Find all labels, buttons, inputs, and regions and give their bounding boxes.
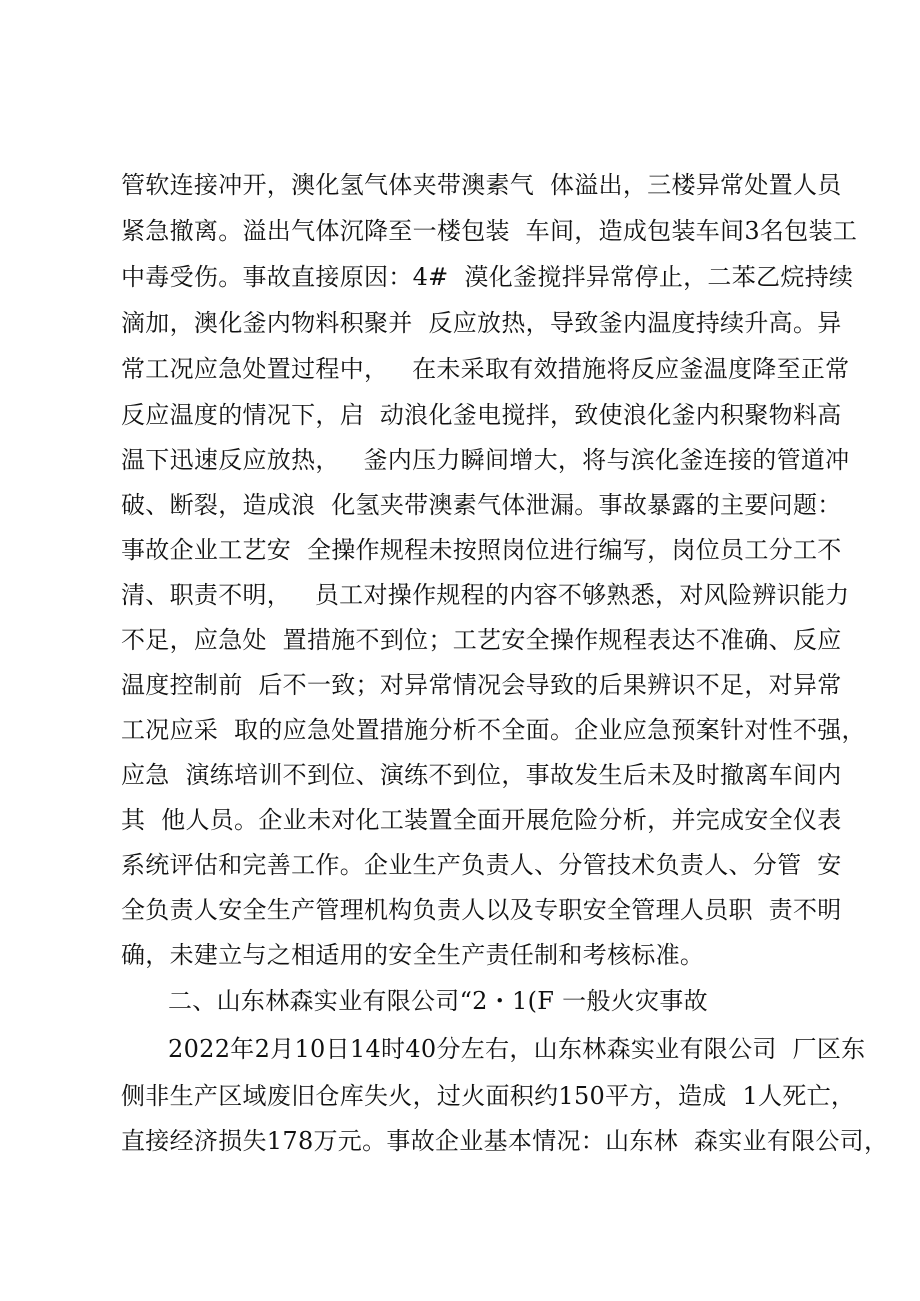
text-line: 中毒受伤。事故直接原因：4# 漠化釜搅拌异常停止，二苯乙烷持续 — [121, 263, 854, 291]
text-line: 直接经济损失178万元。事故企业基本情况：山东林 森实业有限公司， — [121, 1127, 889, 1155]
text-line: 事故企业工艺安 全操作规程未按照岗位进行编写，岗位员工分工不 — [121, 536, 842, 564]
text-line: 系统评估和完善工作。企业生产负责人、分管技术负责人、分管 安 — [121, 851, 842, 879]
text-line: 温度控制前 后不一致；对异常情况会导致的后果辨识不足，对异常 — [121, 671, 842, 699]
text-line: 其 他人员。企业未对化工装置全面开展危险分析，并完成安全仪表 — [121, 806, 842, 834]
text-line: 紧急撤离。溢出气体沉降至一楼包装 车间，造成包装车间3名包装工 — [121, 217, 858, 245]
text-line: 温下迅速反应放热， 釜内压力瞬间增大，将与滨化釜连接的管道冲 — [121, 446, 850, 474]
text-line: 2022年2月10日14时40分左右，山东林森实业有限公司 厂区东 — [168, 1035, 866, 1063]
text-line: 确，未建立与之相适用的安全生产责任制和考核标准。 — [121, 941, 705, 969]
text-line: 应急 演练培训不到位、演练不到位，事故发生后未及时撤离车间内 — [121, 761, 842, 789]
text-line: 管软连接冲开，澳化氢气体夹带澳素气 体溢出，三楼异常处置人员 — [121, 171, 842, 199]
text-line: 工况应采 取的应急处置措施分析不全面。企业应急预案针对性不强， — [121, 716, 866, 744]
text-line: 反应温度的情况下，启 动浪化釜电搅拌，致使浪化釜内积聚物料高 — [121, 401, 842, 429]
text-line: 滴加，澳化釜内物料积聚并 反应放热，导致釜内温度持续升高。异 — [121, 309, 842, 337]
text-line: 清、职责不明， 员工对操作规程的内容不够熟悉，对风险辨识能力 — [121, 581, 850, 609]
text-line: 常工况应急处置过程中， 在未采取有效措施将反应釜温度降至正常 — [121, 355, 850, 383]
text-line: 全负责人安全生产管理机构负责人以及专职安全管理人员职 责不明 — [121, 896, 842, 924]
section-heading: 二、山东林森实业有限公司“2・1(F 一般火灾事故 — [168, 987, 708, 1015]
text-line: 破、断裂，造成浪 化氢夹带澳素气体泄漏。事故暴露的主要问题： — [121, 491, 842, 519]
text-line: 侧非生产区域废旧仓库失火，过火面积约150平方，造成 1人死亡， — [121, 1082, 856, 1110]
text-line: 不足，应急处 置措施不到位；工艺安全操作规程表达不准确、反应 — [121, 626, 842, 654]
